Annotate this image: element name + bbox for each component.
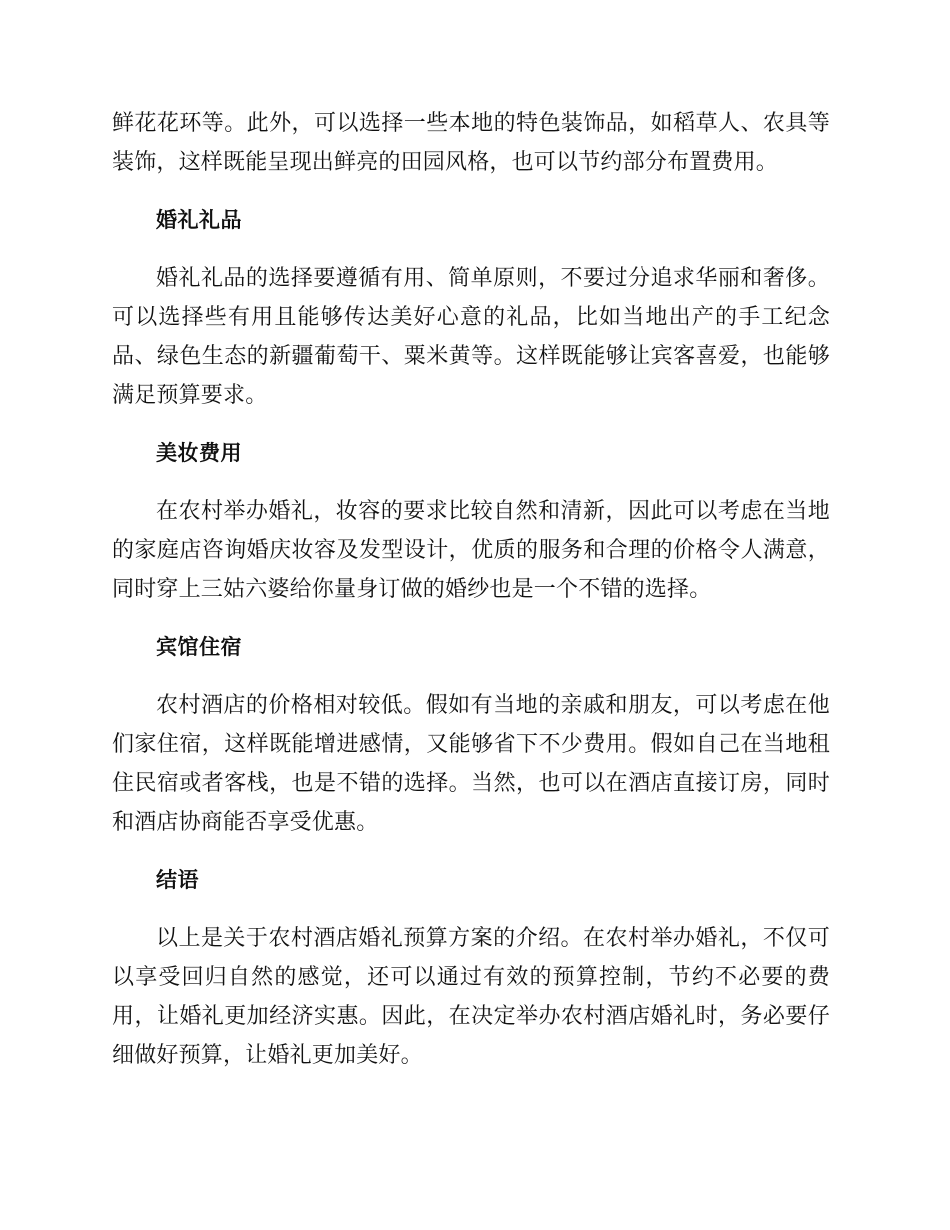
- section-paragraph-conclusion: 以上是关于农村酒店婚礼预算方案的介绍。在农村举办婚礼，不仅可以享受回归自然的感觉，还可以通过有效的预算控制，节约不必要的费用，让婚礼更加经济实惠。因此，在决定举办农村酒店婚礼时，务必要仔细做好预算，让婚礼更加美好。: [112, 926, 830, 1068]
- section-paragraph-gifts: 婚礼礼品的选择要遵循有用、简单原则，不要过分追求华丽和奢侈。可以选择些有用且能够传达美好心意的礼品，比如当地出产的手工纪念品、绿色生态的新疆葡萄干、粟米黄等。这样既能够让宾客喜爱，也能够满足预算要求。: [112, 266, 830, 408]
- section-paragraph-makeup: 在农村举办婚礼，妆容的要求比较自然和清新，因此可以考虑在当地的家庭店咨询婚庆妆容及发型设计，优质的服务和合理的价格令人满意，同时穿上三姑六婆给你量身订做的婚纱也是一个不错的选择。: [112, 499, 830, 602]
- document-body: [112, 104, 830, 1094]
- section-heading-makeup: 美妆费用: [156, 441, 242, 465]
- section-heading-lodging: 宾馆住宿: [156, 635, 242, 659]
- section-heading-conclusion: 结语: [156, 868, 199, 892]
- section-heading-gifts: 婚礼礼品: [156, 208, 242, 232]
- intro-continuation-paragraph: 鲜花花环等。此外，可以选择一些本地的特色装饰品，如稻草人、农具等装饰，这样既能呈现出鲜亮的田园风格，也可以节约部分布置费用。: [112, 111, 830, 175]
- section-paragraph-lodging: 农村酒店的价格相对较低。假如有当地的亲戚和朋友，可以考虑在他们家住宿，这样既能增进感情，又能够省下不少费用。假如自己在当地租住民宿或者客栈，也是不错的选择。当然，也可以在酒店直接订房，同时和酒店协商能否享受优惠。: [112, 693, 830, 835]
